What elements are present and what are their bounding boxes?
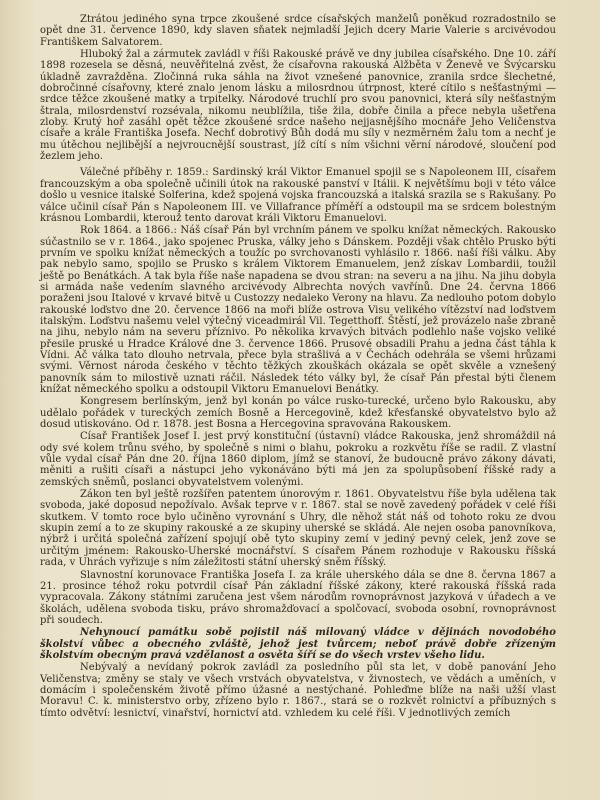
paragraph-progress: Nebývalý a nevídaný pokrok zavládl za posledního půl sta let, v době panování Jeho Veličenstva; změny se staly ve všech vrstvách obyvatelstva, v živnostech, ve vědách a uměních, v domácím i společenském životě přímo úžasné a nestýchané. Pohleďme blíže na naši užší vlast Moravu! C. k. ministerstvo orby, zřízeno bylo r. 1867., stará se o rozkvět rolnictví a příbuzných s tímto odvětví: lesnictví, vinařství, hornictví atd. vzhledem ku celé říši. V jednotlivých zemích	[40, 662, 556, 719]
paragraph-valerie-wedding: Ztrátou jediného syna trpce zkoušené srdce císařských manželů poněkud rozradostnilo se opět dne 31. července 1890, kdy slaven sňatek nejmladší Jejich dcery Marie Valerie s arcivévodou Františkem Salvatorem.	[40, 14, 556, 48]
paragraph-coronation: Slavnostní korunovace Františka Josefa I. za krále uherského dála se dne 8. června 1867 a 21. prosince téhož roku potvrdil císař Pán základní říšské zákony, které rakouská říšská rada vypracovala. Zákony státními zaručena jest všem národům rovnoprávnost jazyková v úřadech a ve školách, udělena svoboda tisku, právo shromažďovací a spolčovací, svoboda osobní, rovnoprávnost při soudech.	[40, 569, 556, 626]
paragraph-february-patent: Zákon ten byl ještě rozšířen patentem únorovým r. 1861. Obyvatelstvu říše byla udělena tak svoboda, jaké doposud nepožívalo. Avšak teprve v r. 1867. stal se nově zavedený pořádek v celé říši skutkem. V tomto roce bylo učiněno vyrovnání s Uhry, dle něhož stát náš od tohoto roku ze dvou skupin zemí a to ze skupiny rakouské a ze skupiny uherské se skládá. Ale nejen osoba panovníkova, nýbrž i určitá společná zařízení spojují obě tyto skupiny zemí v jediný pevný celek, jenž zove se určitým jménem: Rakousko-Uherské mocnářství. S císařem Pánem rozhoduje v Rakousku říšská rada, v Uhrách vyřizuje s ním záležitosti státní uherský sněm říšský.	[40, 489, 556, 569]
paragraph-constitution: Císař František Josef I. jest prvý konstituční (ústavní) vládce Rakouska, jenž shromáždil ná ody své kolem trůnu svého, by společně s nimi o blahu, pokroku a rozkvětu říše se radil. Z vlastní vůle vydal císař Pán dne 20. října 1860 diplom, jímž se stanoví, že budoucně právo zákony dávati, měniti a rušiti císaři a nástupci jeho vykonáváno býti má jen za spolupůsobení říšské rady a zemských sněmů, poslanci obyvatelstvem volenými.	[40, 431, 556, 488]
paragraph-empress-elisabeth: Hluboký žal a zármutek zavládl v říši Rakouské právě ve dny jubilea císařského. Dne 10. září 1898 rozesela se děsná, neuvěřitelná zvěst, že císařovna rakouská Alžběta v Ženevě ve Švýcarsku úkladně zavražděna. Zločinná ruka sáhla na život vznešené panovnice, zranila srdce šlechetné, dobročinné císařovny, které znalo jenom lásku a milosrdnou útrpnost, které cítilo s nešťastnými — srdce těžce zkoušené matky a trpitelky. Národové truchlí pro svou panovnici, která síly nešťastným štrala, milosrdenství rozsévala, nikomu neublížila, tiše žila, dobře činila a přece nebyla ušetřena zloby. Krutý hoř zasáhl opět těžce zkoušené srdce našeho nejjasnějšího mocnáře Jeho Veličenstva císaře a krále Františka Josefa. Nechť dobrotivý Bůh dodá mu síly v nezměrném žalu tom a nechť je mu útěchou nejlibější a nejvroucnější soustrast, jíž cítí s ním všichni věrní národové, sloučení pod žezlem jeho.	[40, 49, 556, 163]
paragraph-war-1859: Válečné příběhy r. 1859.: Sardinský král Viktor Emanuel spojil se s Napoleonem III, císařem francouzským a oba společně učinili útok na rakouské panství v Itálii. K největšímu boji v této válce došlo u vesnice italské Solferina, kdež spojená vojska francouzská a italská srazila se s Rakušany. Po válce učinil císař Pán s Napoleonem III. ve Villafrance příměří a odstoupil ma se srdcem bolestným krásnou Lombardii, kterouž tento darovat králi Viktoru Emanuelovi.	[40, 167, 556, 224]
paragraph-berlin-congress: Kongresem berlínským, jenž byl konán po válce rusko-turecké, určeno bylo Rakousku, aby udělalo pořádek v tureckých zemích Bosně a Hercegovině, kdež křesťanské obyvatelstvo bylo až dosud utiskováno. Od r. 1878. jest Bosna a Hercegovina spravována Rakouskem.	[40, 396, 556, 431]
paragraph-school-emphasis: Nehynoucí památku sobě pojistil náš milovaný vládce v dějinách novodobého školství vůbec a obecného zvláště, jehož jest tvůrcem; neboť právě dobře zřízeným školstvím obecným pravá vzdělanost a osvěta šíří se do všech vrstev všeho lidu.	[40, 627, 556, 661]
paragraph-war-1864-1866: Rok 1864. a 1866.: Náš císař Pán byl vrchním pánem ve spolku knížat německých. Rakousko súčastnilo se v r. 1864., jako spojenec Pruska, války jeho s Dánskem. Později však chtělo Prusko býti prvním ve spolku knížat německých a toužíc po svrchovanosti vyhlásilo r. 1866. naší říši válku. Aby pak nebylo samo, spojilo se Prusko s králem Viktorem Emanuelem, jenž získav Lombardii, toužil ještě po Benátkách. A tak byla říše naše napadena se dvou stran: na severu a na jihu. Na jihu dobyla si armáda naše vedením slavného arcivévody Albrechta nových vavřínů. Dne 24. června 1866 poraženi jsou Italové v krvavé bitvě u Custozzy nedaleko Verony na hlavu. Za nedlouho potom dobylo rakouské loďstvo dne 20. července 1866 na moři blíže ostrova Visu velikého vítězství nad loďstvem italským. Loďstvu našemu velel výtečný viceadmirál Vil. Tegetthoff. Štěstí, jež provázelo naše zbraně na jihu, nebylo nám na severu příznivo. Po několika krvavých bitvách podlehlo naše vojsko veliké přesile pruské u Hradce Králové dne 3. července 1866. Prusové obsadili Prahu a jedna část táhla k Vídni. Ač válka tato dlouho netrvala, přece byla strašlivá a v Čechách odehrála se všemi hrůzami svými. Věrnost národa českého v těchto těžkých zkouškách okázala se opět skvěle a vznešený panovník sám to milostivě uznati ráčil. Následek této války byl, že císař Pán přestal býti členem knížat německého spolku a odstoupil Viktoru Emanuelovi Benátky.	[40, 225, 556, 395]
